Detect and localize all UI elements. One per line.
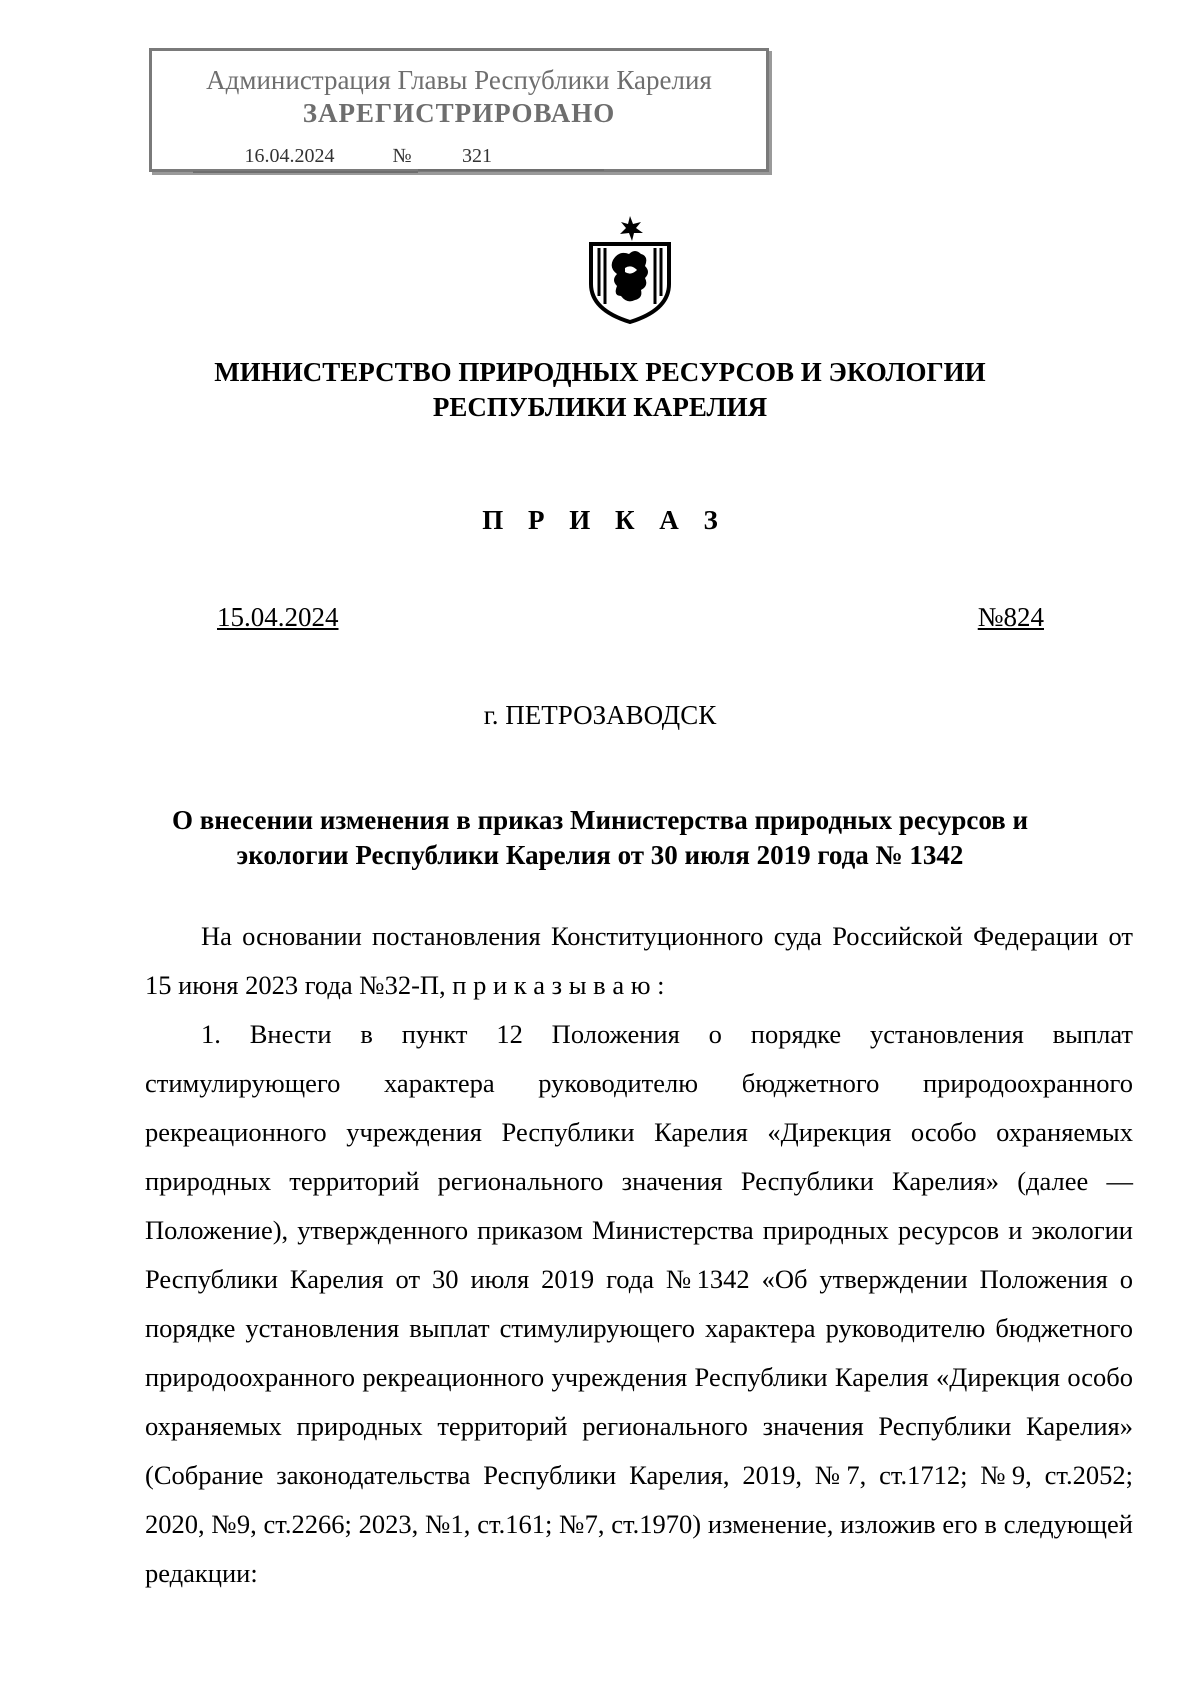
subject-line1: О внесении изменения в приказ Министерства природных ресурсов и	[171, 805, 1029, 835]
registration-stamp	[149, 48, 769, 172]
stamp-number: 321	[418, 141, 604, 171]
stamp-status: ЗАРЕГИСТРИРОВАНО	[302, 98, 616, 128]
city: г. ПЕТРОЗАВОДСК	[483, 700, 717, 730]
document-type: П Р И К А З	[482, 505, 727, 535]
karelia-coat-of-arms-icon	[583, 214, 677, 324]
order-date: 15.04.2024	[217, 602, 339, 632]
order-subject	[140, 803, 1060, 873]
stamp-organization: Администрация Главы Республики Карелия	[206, 65, 712, 95]
body-paragraph-1: На основании постановления Конституционного суда Российской Федерации от 15 июня 2023 года №32-П, п р и к а з ы в а ю :	[145, 921, 1133, 1000]
ministry-name	[0, 355, 1200, 425]
order-body	[145, 912, 1133, 1598]
body-paragraph-2: 1. Внести в пункт 12 Положения о порядке установления выплат стимулирующего характера руководителю бюджетного природоохранного рекреационного учреждения Республики Карелия «Дирекция особо охраняемых природных территорий регионального значения Республики Карелия» (далее — Положение), утвержденного приказом Министерства природных ресурсов и экологии Республики Карелия от 30 июля 2019 года №1342 «Об утверждении Положения о порядке установления выплат стимулирующего характера руководителю бюджетного природоохранного рекреационного учреждения Республики Карелия «Дирекция особо охраняемых природных территорий регионального значения Республики Карелия» (Собрание законодательства Республики Карелия, 2019, №7, ст.1712; №9, ст.2052; 2020, №9, ст.2266; 2023, №1, ст.161; №7, ст.1970) изменение, изложив его в следующей редакции:	[145, 1019, 1133, 1588]
ministry-name-line1: МИНИСТЕРСТВО ПРИРОДНЫХ РЕСУРСОВ И ЭКОЛОГИИ	[214, 357, 986, 387]
stamp-date: 16.04.2024	[193, 141, 386, 173]
stamp-number-label: №	[386, 141, 418, 173]
ministry-name-line2: РЕСПУБЛИКИ КАРЕЛИЯ	[432, 392, 768, 422]
order-number: №824	[977, 602, 1044, 632]
subject-line2: экологии Республики Карелия от 30 июля 2019 года № 1342	[236, 840, 964, 870]
